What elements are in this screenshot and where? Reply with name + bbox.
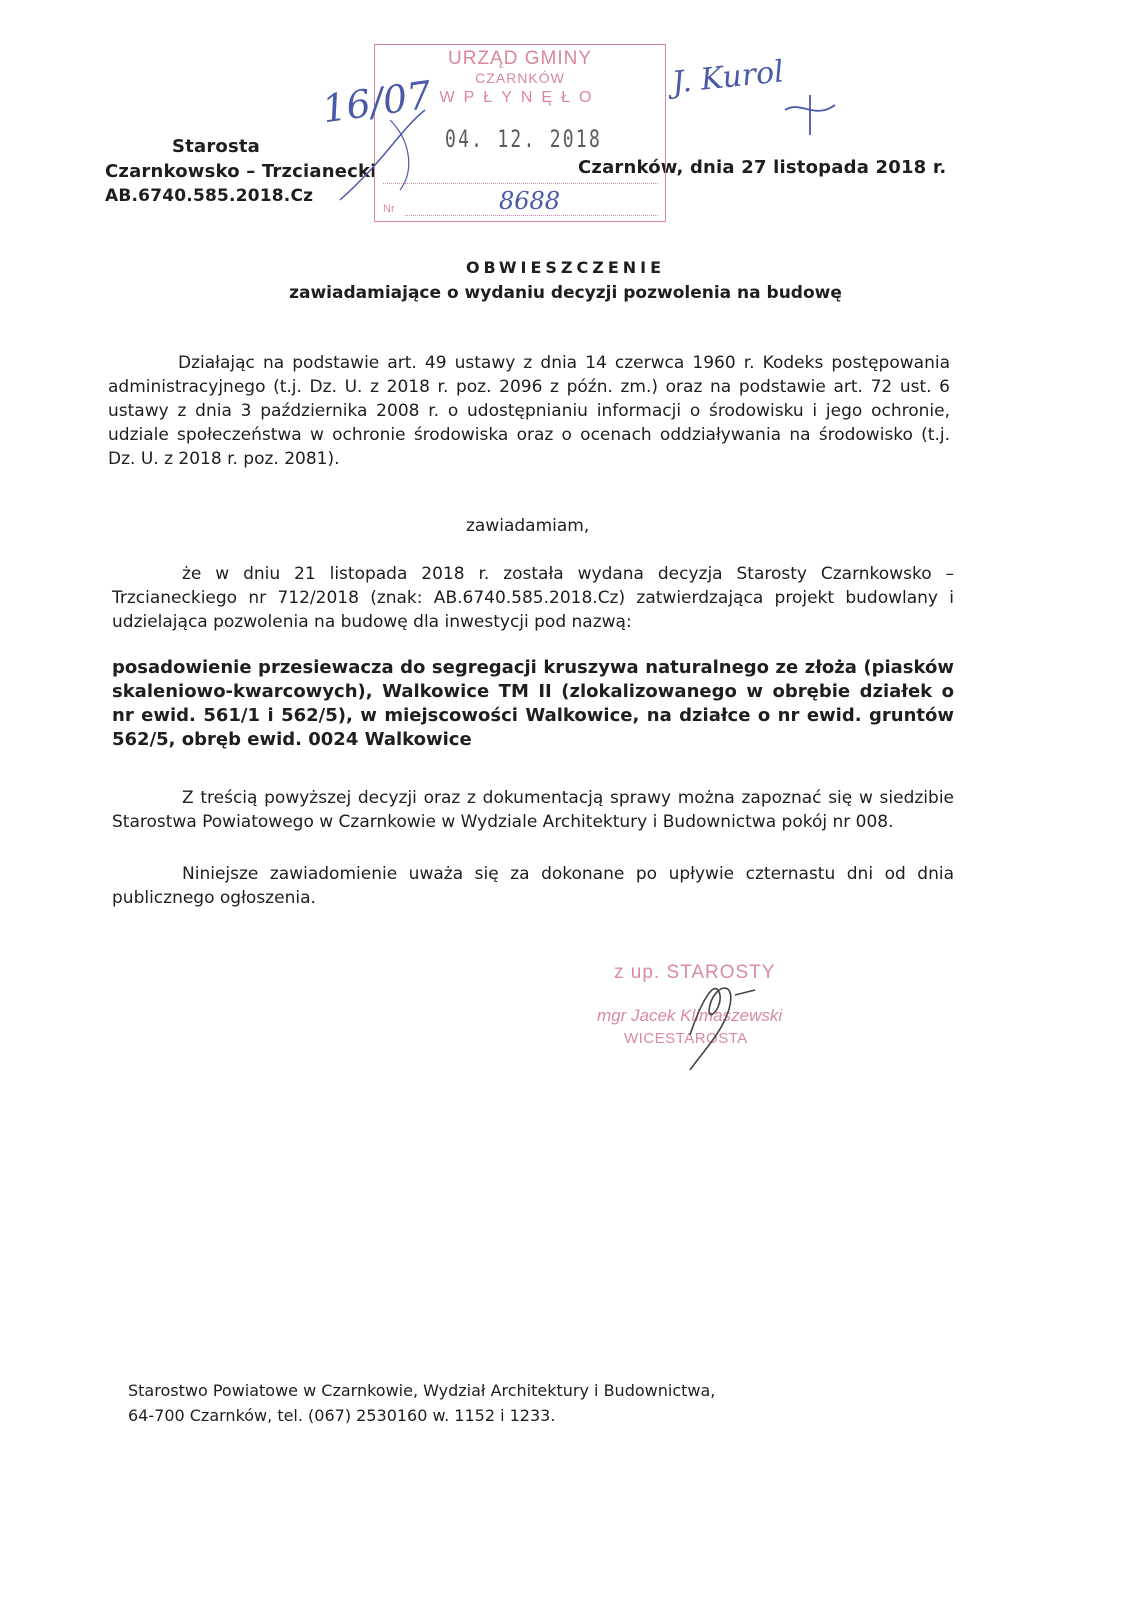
documentation-paragraph: Z treścią powyższej decyzji oraz z dokumentacją sprawy można zapoznać się w siedzibie Starostwa Powiatowego w Czarnkowie w Wydziale Architektury i Budownictwa pokój nr 008. <box>112 788 954 832</box>
stamp-office: URZĄD GMINY <box>448 48 592 69</box>
footer-address <box>128 1378 715 1428</box>
investment-name: posadowienie przesiewacza do segregacji kruszywa naturalnego ze złoża (piasków skaleniowo-kwarcowych), Walkowice TM II (zlokalizowanego w obrębie działek o nr ewid. 561/1 i 562/5), w miejscowości Walkowice, na działce o nr ewid. gruntów 562/5, obręb ewid. 0024 Walkowice <box>112 657 954 750</box>
document-subtitle: zawiadamiające o wydaniu decyzji pozwolenia na budowę <box>289 283 842 303</box>
stamp-nr-label: Nr <box>383 203 395 215</box>
issuer-office: Czarnkowsko – Trzcianecki <box>105 161 377 182</box>
signature-name: mgr Jacek Klimaszewski <box>597 1006 783 1025</box>
stamp-dotted-line <box>405 215 658 216</box>
stamp-nr-handwritten: 8688 <box>499 187 561 215</box>
stamp-date: 04. 12. 2018 <box>445 125 603 153</box>
footer-line-2: 64-700 Czarnków, tel. (067) 2530160 w. 1152 i 1233. <box>128 1406 556 1425</box>
notification-word: zawiadamiam, <box>466 516 590 536</box>
handwritten-initials-icon <box>780 90 840 140</box>
place-date: Czarnków, dnia 27 listopada 2018 r. <box>578 157 947 178</box>
signature-on-behalf: z up. STAROSTY <box>614 962 776 983</box>
handwritten-margin-note: 16/07 <box>319 72 435 132</box>
stamp-received: WPŁYNĘŁO <box>439 89 601 106</box>
issuer-name: Starosta <box>172 136 261 157</box>
handwritten-scribble-icon <box>330 100 440 210</box>
decision-paragraph: że w dniu 21 listopada 2018 r. została wydana decyzja Starosty Czarnkowsko – Trzcianeckiego nr 712/2018 (znak: AB.6740.585.2018.Cz) zatwierdzająca projekt budowlany i udzielająca pozwolenia na budowę dla inwestycji pod nazwą: <box>112 564 954 632</box>
signature-role: WICESTAROSTA <box>624 1030 748 1047</box>
effective-notice-paragraph: Niniejsze zawiadomienie uważa się za dokonane po upływie czternastu dni od dnia publicznego ogłoszenia. <box>112 864 954 908</box>
legal-basis-paragraph: Działając na podstawie art. 49 ustawy z dnia 14 czerwca 1960 r. Kodeks postępowania administracyjnego (t.j. Dz. U. z 2018 r. poz. 2096 z późn. zm.) oraz na podstawie art. 72 ust. 6 ustawy z dnia 3 października 2008 r. o udostępnianiu informacji o środowisku i jego ochronie, udziale społeczeństwa w ochronie środowiska oraz o ocenach oddziaływania na środowisko (t.j. Dz. U. z 2018 r. poz. 2081). <box>108 353 950 469</box>
case-reference: AB.6740.585.2018.Cz <box>105 186 314 206</box>
handwritten-signature-icon <box>660 965 780 1075</box>
document-title: OBWIESZCZENIE <box>465 258 666 277</box>
stamp-town: CZARNKÓW <box>475 70 565 86</box>
handwritten-note-top-right: J. Kurol <box>670 54 786 101</box>
footer-line-1: Starostwo Powiatowe w Czarnkowie, Wydział Architektury i Budownictwa, <box>128 1381 716 1400</box>
